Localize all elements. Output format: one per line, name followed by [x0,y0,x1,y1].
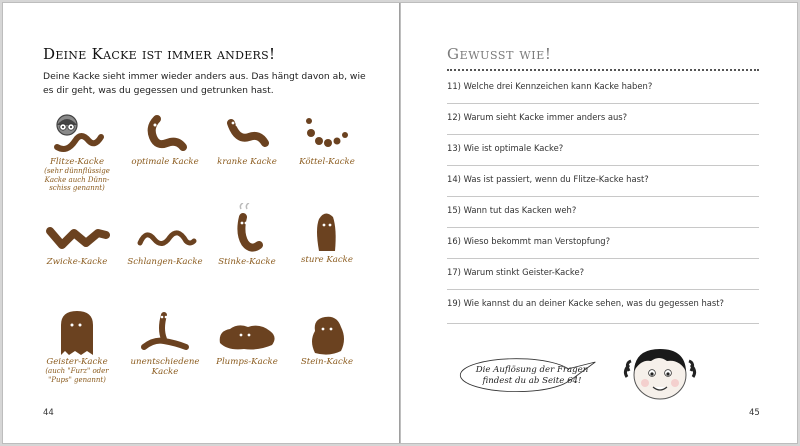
answer-line [447,103,759,104]
answer-line [447,227,759,228]
poo-label: Schlangen-Kacke [127,257,203,267]
poo-type-zwicke [37,211,117,267]
pellet-poo-icon [297,111,357,157]
stone-poo-icon [297,307,357,357]
poo-note: Kacke auch Dünn- [44,175,110,184]
pinching-poo-icon [44,211,110,257]
ghost-poo-icon [47,307,107,357]
poo-note: (auch "Furz" oder [45,367,109,375]
girl-face-icon [623,341,697,403]
poo-label: sture Kacke [301,255,353,265]
poo-label: kranke Kacke [217,157,277,167]
poo-label: Geister-Kacke [46,357,108,367]
optimal-poo-icon [135,111,195,157]
question-item: 12) Warum sieht Kacke immer anders aus? [447,112,628,122]
poo-note: schiss genannt) [49,184,105,192]
poo-type-pellet [287,111,367,167]
right-page [401,3,797,443]
page-number-right: 45 [749,408,760,418]
answer-line [447,323,759,324]
quiz-title: Gewusst wie! [447,45,552,63]
question-item: 14) Was ist passiert, wenn du Flitze-Kacke hast? [447,174,649,184]
poo-type-stinky [207,203,287,267]
page-title: Deine Kacke ist immer anders! [43,45,276,63]
question-item: 16) Wieso bekommt man Verstopfung? [447,236,611,246]
intro-text: Deine Kacke sieht immer wieder anders aus. Das hängt davon ab, wie es dir geht, was du gegessen und getrunken hast. [43,71,366,96]
answer-line [447,134,759,135]
question-item: 17) Warum stinkt Geister-Kacke? [447,267,585,277]
speech-bubble-text: Die Auflösung der Fragen findest du ab Seite 64! [475,365,589,386]
poo-label: Stein-Kacke [300,357,354,367]
undecided-poo-icon [132,307,198,357]
poo-label: Flitze-Kacke [49,157,105,167]
snake-poo-icon [132,211,198,257]
book-spread [3,3,797,443]
page-number-left: 44 [43,408,54,418]
poo-label: Zwicke-Kacke [46,257,108,267]
question-item: 19) Wie kannst du an deiner Kacke sehen, was du gegessen hast? [447,298,725,308]
runny-poo-icon [47,111,107,157]
question-item: 11) Welche drei Kennzeichen kann Kacke haben? [447,81,653,91]
poo-type-flitze [37,111,117,193]
question-item: 15) Wann tut das Kacken weh? [447,205,577,215]
poo-type-stubborn [287,207,367,265]
answer-line [447,196,759,197]
poo-type-snake [125,211,205,267]
poo-type-undecided [125,307,205,377]
question-item: 13) Wie ist optimale Kacke? [447,143,564,153]
poo-label: unentschiedene Kacke [130,357,200,377]
stinky-poo-icon [217,203,277,257]
stubborn-poo-icon [297,207,357,255]
poo-note: (sehr dünnflüssige [44,167,110,175]
poo-type-ghost [37,307,117,384]
poo-label: Plumps-Kacke [216,357,278,367]
answer-line [447,289,759,290]
poo-type-plop [207,313,287,367]
left-page [3,3,399,443]
poo-note: "Pups" genannt) [48,375,106,384]
dotted-divider [447,69,759,71]
poo-type-sick [207,111,287,167]
poo-type-optimal [125,111,205,167]
sick-poo-icon [217,111,277,157]
poo-label: optimale Kacke [131,157,199,167]
poo-type-stone [287,307,367,367]
answer-line [447,258,759,259]
plop-poo-icon [214,313,280,357]
poo-label: Köttel-Kacke [299,157,355,167]
answer-line [447,165,759,166]
poo-label: Stinke-Kacke [218,257,276,267]
